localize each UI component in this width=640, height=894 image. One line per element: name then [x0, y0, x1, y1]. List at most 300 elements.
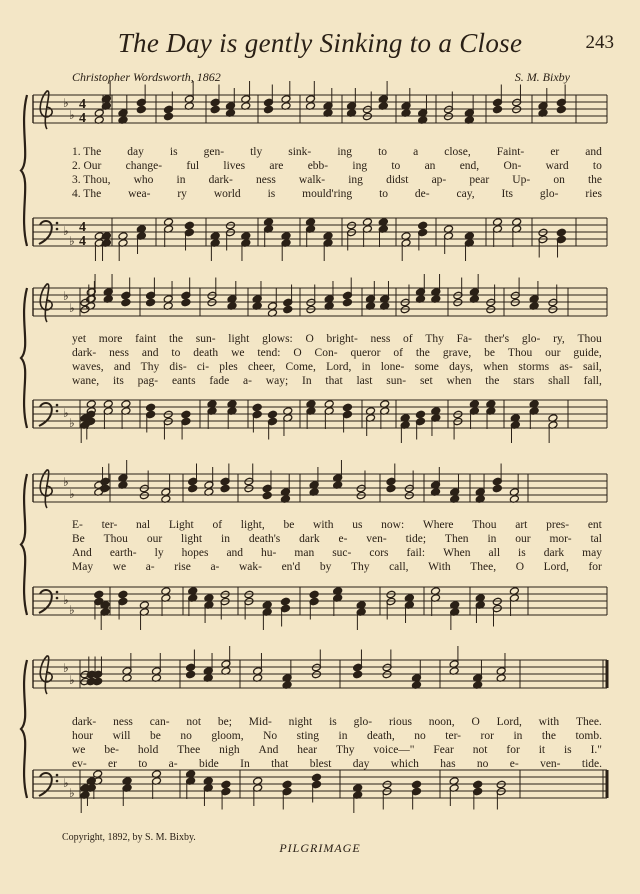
lyric-syllable: gloom,	[211, 730, 244, 742]
lyric-syllable: tide.	[581, 758, 602, 770]
lyric-syllable: Lord,	[496, 716, 522, 728]
lyric-syllable: when	[446, 375, 472, 387]
flat-icon: ♭	[63, 224, 69, 238]
note-head	[411, 780, 421, 789]
lyric-line	[72, 187, 602, 201]
lyric-syllable: O	[471, 716, 480, 728]
lyric-syllable: sting	[296, 730, 320, 742]
lyric-syllable: sail,	[582, 361, 602, 373]
lyric-syllable: the	[168, 333, 183, 345]
note-head	[496, 780, 506, 789]
note-head	[139, 491, 149, 500]
lyric-line	[72, 729, 602, 743]
note-head	[512, 105, 522, 114]
lyric-syllable: man	[294, 547, 315, 559]
lyric-line	[72, 332, 602, 346]
lyric-syllable: set	[419, 375, 433, 387]
note-head	[362, 112, 372, 121]
lyric-syllable: is	[169, 146, 178, 158]
lyric-syllable: wane,	[72, 375, 100, 387]
lyric-syllable: nigh	[219, 744, 240, 756]
bass-clef-dot	[56, 774, 59, 777]
lyric-syllable: the	[587, 174, 602, 186]
lyric-syllable: Mid-	[248, 716, 272, 728]
flat-icon: ♭	[63, 776, 69, 790]
lyric-syllable: we	[231, 347, 245, 359]
lyric-syllable: Be	[72, 533, 85, 545]
lyric-syllable: be-	[104, 744, 120, 756]
lyric-syllable: with	[538, 716, 560, 728]
lyric-syllable: Thy	[350, 561, 370, 573]
note-head	[267, 410, 277, 419]
lyric-syllable: waves,	[72, 361, 104, 373]
lyric-syllable: hopes	[181, 547, 209, 559]
lyric-syllable: ries	[585, 188, 602, 200]
flat-icon: ♭	[69, 108, 75, 122]
lyric-syllable: an	[424, 160, 436, 172]
lyric-syllable: ci-	[196, 361, 210, 373]
lyric-syllable: hear	[297, 744, 318, 756]
lyric-line	[72, 757, 602, 771]
note-head	[181, 298, 191, 307]
lyric-syllable: grave,	[442, 347, 472, 359]
time-signature-top: 4	[79, 220, 86, 235]
lyric-syllable: ap-	[431, 174, 447, 186]
note-head	[280, 597, 290, 606]
lyric-syllable: be	[283, 519, 295, 531]
lyric-syllable: queror	[350, 347, 381, 359]
note-head	[510, 298, 520, 307]
lyric-syllable: light,	[240, 519, 265, 531]
note-head	[400, 305, 410, 314]
lyric-syllable: ing	[352, 160, 368, 172]
system-brace	[21, 474, 27, 615]
note-head	[306, 305, 316, 314]
lyric-syllable: ven-	[366, 533, 387, 545]
lyric-syllable: suc-	[332, 547, 352, 559]
lyric-syllable: Thy	[335, 744, 355, 756]
lyric-syllable: tide;	[405, 533, 427, 545]
lyric-syllable: close,	[444, 146, 471, 158]
lyric-syllable: by	[319, 561, 332, 573]
note-head	[244, 590, 254, 599]
note-head	[311, 670, 321, 679]
bass-clef-icon	[39, 221, 52, 244]
lyric-syllable: now:	[381, 519, 405, 531]
lyric-syllable: ry	[177, 188, 187, 200]
lyric-syllable: is	[329, 716, 337, 728]
lyric-syllable: In	[301, 375, 312, 387]
flat-icon: ♭	[63, 289, 69, 303]
lyric-syllable: Then	[444, 533, 469, 545]
lyric-syllable: rise	[174, 561, 191, 573]
lyric-line	[72, 173, 602, 187]
lyric-syllable: all	[488, 547, 501, 559]
lyric-syllable: e-	[509, 758, 519, 770]
flat-icon: ♭	[69, 786, 75, 800]
lyric-syllable: Con-	[314, 347, 338, 359]
lyric-syllable: mor-	[549, 533, 572, 545]
lyric-syllable: ly	[154, 547, 164, 559]
lyric-syllable: Fear	[433, 744, 454, 756]
lyric-syllable: is	[518, 547, 526, 559]
lyric-syllable: light	[181, 533, 203, 545]
hymn-title: The Day is gently Sinking to a Close	[117, 28, 523, 58]
lyric-syllable: to	[138, 758, 148, 770]
lyric-syllable: fade	[209, 375, 230, 387]
lyric-syllable: Thou	[507, 347, 533, 359]
note-head	[210, 105, 220, 114]
lyric-syllable: who	[133, 174, 154, 186]
note-head	[184, 221, 194, 230]
lyric-syllable: Fa-	[456, 333, 472, 345]
lyric-syllable: When	[443, 547, 471, 559]
lyric-syllable: 2. Our	[72, 160, 102, 172]
lyric-syllable: sink-	[288, 146, 312, 158]
lyric-line	[72, 546, 602, 560]
copyright-notice: Copyright, 1892, by S. M. Bixby.	[62, 832, 196, 843]
lyric-syllable: no	[476, 758, 489, 770]
lyric-syllable: to	[378, 146, 388, 158]
lyric-syllable: ry,	[553, 333, 565, 345]
lyric-syllable: a-	[243, 375, 252, 387]
lyric-syllable: ness	[370, 333, 391, 345]
lyric-syllable: to	[391, 160, 401, 172]
lyric-syllable: cay,	[456, 188, 475, 200]
note-head	[386, 590, 396, 599]
lyric-line	[72, 743, 602, 757]
lyric-syllable: and	[113, 361, 131, 373]
lyric-syllable: O	[305, 333, 314, 345]
bass-clef-dot	[56, 222, 59, 225]
lyric-syllable: ev-	[72, 758, 87, 770]
tune-name: PILGRIMAGE	[279, 841, 361, 855]
lyric-syllable: we	[72, 744, 86, 756]
lyric-syllable: be;	[217, 716, 232, 728]
lyric-syllable: storms	[518, 361, 550, 373]
lyric-syllable: lone-	[380, 361, 405, 373]
lyric-syllable: wea-	[128, 188, 151, 200]
lyric-syllable: wak-	[238, 561, 262, 573]
lyric-syllable: dark	[299, 533, 320, 545]
lyric-syllable: en'd	[281, 561, 301, 573]
lyric-syllable: tly	[250, 146, 263, 158]
lyric-syllable: of	[403, 333, 413, 345]
time-signature-top: 4	[79, 97, 86, 112]
lyric-syllable: hour	[72, 730, 94, 742]
lyric-syllable: Thy	[425, 333, 444, 345]
lyric-syllable: walk-	[298, 174, 326, 186]
note-head	[94, 590, 104, 599]
lyric-syllable: 3. Thou,	[72, 174, 111, 186]
lyric-syllable: sun-	[386, 375, 407, 387]
lyric-syllable: Where	[422, 519, 454, 531]
lyric-syllable: with	[313, 519, 334, 531]
lyric-syllable: ward	[545, 160, 569, 172]
lyric-syllable: tend:	[257, 347, 281, 359]
lyric-syllable: our	[146, 533, 163, 545]
lyric-syllable: E-	[72, 519, 83, 531]
bass-clef-dot	[56, 228, 59, 231]
lyric-line	[72, 159, 602, 173]
note-head	[311, 773, 321, 782]
flat-icon: ♭	[63, 593, 69, 607]
lyric-syllable: death	[193, 347, 219, 359]
author-credit: Christopher Wordsworth, 1862	[72, 70, 221, 84]
lyric-syllable: mould'ring	[302, 188, 353, 200]
note-head	[220, 590, 230, 599]
note-head	[556, 105, 566, 114]
lyric-line	[72, 715, 602, 729]
lyric-syllable: Its	[501, 188, 514, 200]
note-head	[207, 298, 217, 307]
lyric-syllable: in	[221, 533, 230, 545]
lyric-syllable: are	[269, 160, 284, 172]
lyric-syllable: guide,	[573, 347, 602, 359]
note-head	[225, 221, 235, 230]
lyric-syllable: to	[379, 188, 389, 200]
lyric-syllable: in	[338, 730, 348, 742]
note-head	[163, 410, 173, 419]
lyric-syllable: e-	[338, 533, 348, 545]
note-head	[492, 484, 502, 493]
lyric-syllable: in	[176, 174, 186, 186]
lyric-syllable: dark-	[72, 716, 97, 728]
lyric-syllable: pag-	[137, 375, 159, 387]
lyric-syllable: call,	[389, 561, 409, 573]
note-head	[309, 590, 319, 599]
lyric-syllable: Thou	[472, 519, 497, 531]
lyric-syllable: as-	[559, 361, 573, 373]
lyric-syllable: O	[293, 347, 302, 359]
lyric-syllable: night	[288, 716, 313, 728]
note-head	[118, 590, 128, 599]
lyric-syllable: world	[213, 188, 241, 200]
lyric-syllable: Light	[168, 519, 194, 531]
lyric-syllable: and	[226, 547, 244, 559]
lyric-syllable: glo-	[539, 188, 559, 200]
flat-icon: ♭	[63, 661, 69, 675]
lyric-syllable: May	[72, 561, 94, 573]
lyric-syllable: dark-	[72, 347, 97, 359]
lyric-syllable: 4. The	[72, 188, 102, 200]
lyric-syllable: art	[515, 519, 528, 531]
lyric-syllable: voice—"	[373, 744, 415, 756]
lyric-syllable: us	[352, 519, 363, 531]
lyric-syllable: eants	[171, 375, 196, 387]
bass-clef-icon	[39, 403, 52, 426]
flat-icon: ♭	[69, 301, 75, 315]
system-brace	[21, 95, 27, 246]
lyric-syllable: Come,	[285, 361, 316, 373]
lyric-syllable: for	[506, 744, 520, 756]
lyric-syllable: Thee	[177, 744, 201, 756]
note-head	[418, 221, 428, 230]
lyric-syllable: glows:	[262, 333, 293, 345]
lyric-syllable: more	[98, 333, 123, 345]
lyric-syllable: O	[515, 561, 525, 573]
lyric-syllable: death's	[248, 533, 281, 545]
lyric-syllable: for	[588, 561, 602, 573]
note-head	[382, 780, 392, 789]
lyric-syllable: ther's	[484, 333, 510, 345]
lyric-line	[72, 145, 602, 159]
lyric-syllable: our	[545, 347, 561, 359]
lyric-syllable: will	[112, 730, 131, 742]
lyric-syllable: ebb-	[307, 160, 329, 172]
lyric-syllable: light	[228, 333, 250, 345]
lyric-syllable: Lord,	[543, 561, 569, 573]
lyric-syllable: In	[240, 758, 250, 770]
note-head	[353, 670, 363, 679]
lyric-syllable: Thou	[103, 533, 128, 545]
lyric-syllable: no	[180, 730, 192, 742]
lyric-syllable: to	[171, 347, 181, 359]
lyric-syllable: not	[186, 716, 202, 728]
lyric-syllable: when	[483, 361, 509, 373]
lyric-syllable: death,	[367, 730, 395, 742]
lyric-syllable: days,	[449, 361, 474, 373]
lyric-syllable: on	[553, 174, 565, 186]
lyric-syllable: which	[390, 758, 419, 770]
bass-clef-icon	[39, 590, 52, 613]
note-head	[146, 298, 156, 307]
lyric-syllable: fail:	[406, 547, 426, 559]
lyric-syllable: Thee,	[470, 561, 497, 573]
flat-icon: ♭	[69, 234, 75, 248]
lyric-line	[72, 532, 602, 546]
lyric-syllable: day	[352, 758, 370, 770]
lyric-syllable: ter-	[101, 519, 118, 531]
bass-clef-dot	[56, 410, 59, 413]
lyric-syllable: in	[513, 730, 523, 742]
note-head	[444, 112, 454, 121]
lyric-line	[72, 360, 602, 374]
lyric-syllable: faint	[135, 333, 157, 345]
lyric-syllable: noon,	[428, 716, 455, 728]
note-head	[548, 305, 558, 314]
flat-icon: ♭	[63, 475, 69, 489]
lyric-syllable: hold	[137, 744, 159, 756]
lyric-syllable: a-	[168, 758, 178, 770]
lyric-syllable: rious	[388, 716, 412, 728]
note-head	[252, 403, 262, 412]
lyric-syllable: some	[414, 361, 439, 373]
lyric-syllable: of	[393, 347, 403, 359]
lyric-syllable: is	[563, 744, 572, 756]
lyric-syllable: ness	[255, 174, 276, 186]
lyric-syllable: earth-	[109, 547, 137, 559]
lyric-syllable: ing	[337, 146, 353, 158]
lyric-syllable: end,	[459, 160, 480, 172]
flat-icon: ♭	[69, 487, 75, 501]
note-head	[493, 105, 503, 114]
note-head	[121, 298, 131, 307]
lyric-syllable: tal	[590, 533, 602, 545]
lyric-syllable: way;	[265, 375, 289, 387]
lyric-syllable: stars	[513, 375, 535, 387]
lyric-syllable: gen-	[203, 146, 225, 158]
bass-clef-dot	[56, 597, 59, 600]
note-head	[356, 491, 366, 500]
flat-icon: ♭	[69, 416, 75, 430]
lyric-syllable: a-	[145, 561, 155, 573]
flat-icon: ♭	[69, 603, 75, 617]
lyric-syllable: is	[267, 188, 276, 200]
lyric-line	[72, 518, 602, 532]
lyric-syllable: Faint-	[496, 146, 525, 158]
lyric-syllable: tomb.	[575, 730, 602, 742]
lyric-syllable: cheer,	[248, 361, 276, 373]
lyric-syllable: er	[108, 758, 117, 770]
note-head	[186, 670, 196, 679]
lyric-syllable: in	[361, 361, 371, 373]
note-head	[492, 597, 502, 606]
bass-clef-dot	[56, 780, 59, 783]
time-signature-bottom: 4	[79, 234, 86, 249]
lyric-syllable: pres-	[546, 519, 570, 531]
lyric-syllable: the	[541, 730, 556, 742]
note-head	[262, 491, 272, 500]
lyric-syllable: Up-	[512, 174, 531, 186]
time-signature-bottom: 4	[79, 111, 86, 126]
lyric-syllable: ful	[186, 160, 200, 172]
lyric-syllable: Thee.	[575, 716, 602, 728]
note-head	[453, 298, 463, 307]
note-head	[188, 484, 198, 493]
note-head	[453, 410, 463, 419]
note-head	[382, 670, 392, 679]
lyric-syllable: no	[414, 730, 426, 742]
lyric-syllable: bide	[198, 758, 219, 770]
lyric-line	[72, 560, 602, 574]
lyric-syllable: And	[72, 547, 92, 559]
lyric-syllable: a-	[210, 561, 220, 573]
lyric-syllable: fall,	[583, 375, 602, 387]
lyric-syllable: Thy	[140, 361, 160, 373]
lyric-syllable: not	[472, 744, 488, 756]
lyric-syllable: to	[592, 160, 602, 172]
lyric-syllable: hu-	[261, 547, 277, 559]
note-head	[342, 403, 352, 412]
lyric-syllable: it	[538, 744, 546, 756]
note-head	[282, 780, 292, 789]
flat-icon: ♭	[69, 673, 75, 687]
lyric-syllable: our	[515, 533, 531, 545]
note-head	[342, 298, 352, 307]
lyric-syllable: And	[258, 744, 279, 756]
lyric-line	[72, 346, 602, 360]
lyric-syllable: we	[112, 561, 127, 573]
note-head	[220, 484, 230, 493]
note-head	[347, 221, 357, 230]
note-head	[386, 484, 396, 493]
note-head	[181, 410, 191, 419]
flat-icon: ♭	[63, 406, 69, 420]
lyric-syllable: dark-	[208, 174, 233, 186]
lyric-syllable: shall	[548, 375, 570, 387]
page-number: 243	[585, 32, 614, 53]
lyric-syllable: 1. The	[72, 146, 102, 158]
lyric-syllable: glo-	[521, 333, 541, 345]
lyric-syllable: the	[485, 375, 500, 387]
lyric-syllable: ent	[587, 519, 602, 531]
lyric-syllable: that	[271, 758, 289, 770]
note-head	[486, 305, 496, 314]
lyric-syllable: and	[141, 347, 159, 359]
lyric-syllable: a	[413, 146, 419, 158]
lyric-syllable: ness	[113, 716, 133, 728]
